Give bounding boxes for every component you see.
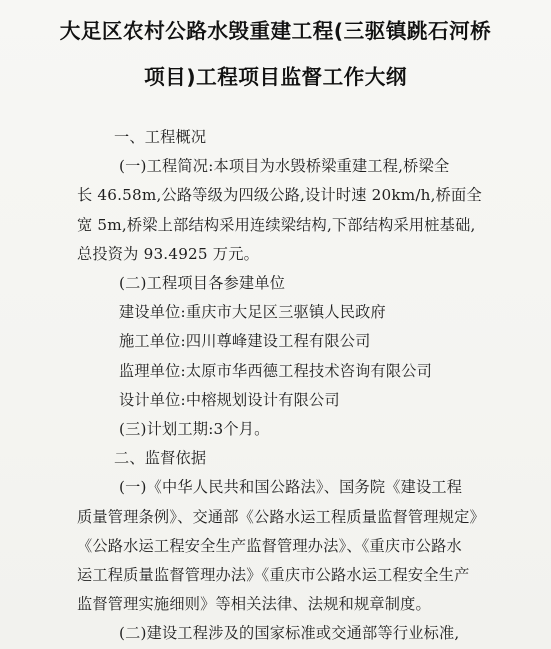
overview-paragraph-line-3: 宽 5m,桥梁上部结构采用连续梁结构,下部结构采用桩基础,: [77, 215, 476, 234]
participating-units-heading: (二)工程项目各参建单位: [119, 274, 286, 292]
basis-paragraph-line-5: 监督管理实施细则》等相关法律、法规和规章制度。: [77, 595, 431, 614]
basis-paragraph-line-4: 运工程质量监督管理办法》《重庆市公路水运工程安全生产: [77, 566, 470, 584]
section-1-heading: 一、工程概况: [114, 128, 207, 146]
standards-paragraph-line-1: (二)建设工程涉及的国家标准或交通部等行业标准,: [119, 624, 460, 643]
overview-paragraph-line-1: (一)工程简况:本项目为水毁桥梁重建工程,桥梁全: [119, 157, 450, 176]
section-2-heading: 二、监督依据: [114, 449, 207, 468]
document-title-line-2: 项目)工程项目监督工作大纲: [144, 65, 407, 89]
basis-paragraph-line-1: (一)《中华人民共和国公路法》、国务院《建设工程: [119, 478, 463, 497]
supervision-unit: 监理单位:太原市华西德工程技术咨询有限公司: [119, 361, 433, 380]
overview-paragraph-line-2: 长 46.58m,公路等级为四级公路,设计时速 20km/h,桥面全: [77, 186, 482, 205]
contractor-unit: 施工单位:四川尊峰建设工程有限公司: [119, 332, 371, 351]
document-title-line-1: 大足区农村公路水毁重建工程(三驱镇跳石河桥: [59, 19, 492, 43]
overview-paragraph-line-4: 总投资为 93.4925 万元。: [77, 244, 259, 263]
planned-duration: (三)计划工期:3个月。: [119, 420, 270, 438]
design-unit: 设计单位:中榕规划设计有限公司: [119, 390, 340, 409]
basis-paragraph-line-3: 《公路水运工程安全生产监督管理办法》、《重庆市公路水: [77, 536, 462, 555]
basis-paragraph-line-2: 质量管理条例》、交通部《公路水运工程质量监督管理规定》: [77, 507, 485, 526]
construction-owner-unit: 建设单位:重庆市大足区三驱镇人民政府: [119, 303, 386, 322]
